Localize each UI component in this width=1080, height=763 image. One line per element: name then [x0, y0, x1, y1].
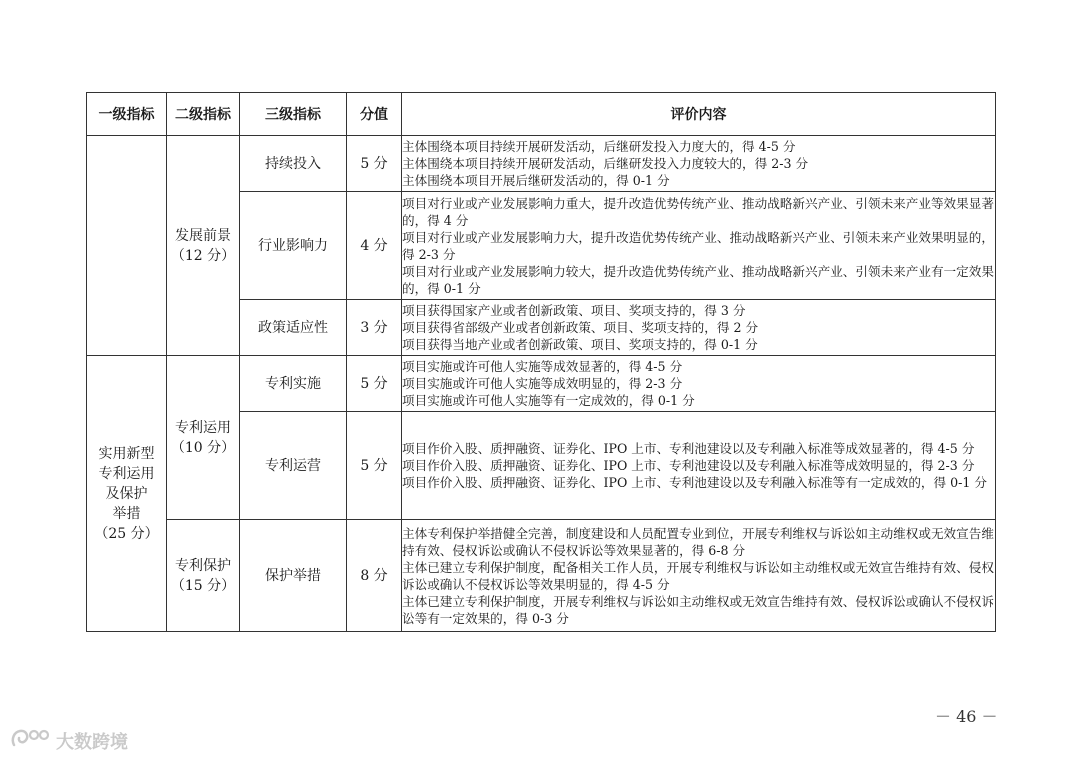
table-row [87, 356, 996, 412]
content-line: 项目实施或许可他人实施等有一定成效的，得 0-1 分 [402, 393, 695, 408]
content-cell [402, 412, 996, 520]
content-cell [402, 520, 996, 632]
level1-name-line: 举措 [112, 505, 141, 522]
content-line: 主体围绕本项目开展后继研发活动的，得 0-1 分 [402, 173, 670, 188]
content-line: 项目作价入股、质押融资、证券化、IPO 上市、专利池建设以及专利融入标准等有一定成效的，得 0-1 分 [402, 475, 988, 490]
content-line: 主体围绕本项目持续开展研发活动，后继研发投入力度大的，得 4-5 分 [402, 139, 796, 154]
level2-name: 发展前景 [175, 227, 231, 244]
score-cell: 4 分 [347, 192, 402, 300]
level2-name: 专利保护 [175, 557, 231, 574]
watermark-text: 大数跨境 [56, 732, 128, 753]
level2-score: （15 分） [170, 577, 236, 594]
content-line: 项目对行业或产业发展影响力大，提升改造优势传统产业、推动战略新兴产业、引领未来产业效果明显的，得 2-3 分 [402, 229, 994, 262]
header-level1: 一级指标 [87, 93, 167, 136]
evaluation-table [86, 92, 996, 632]
level3-name: 专利运营 [240, 412, 347, 520]
level3-name: 政策适应性 [240, 300, 347, 356]
content-line: 项目获得省部级产业或者创新政策、项目、奖项支持的，得 2 分 [402, 320, 759, 335]
level2-name: 专利运用 [175, 419, 231, 436]
header-score: 分值 [347, 93, 402, 136]
content-cell [402, 192, 996, 300]
level1-name-line: 及保护 [105, 485, 148, 502]
header-level2: 二级指标 [167, 93, 240, 136]
watermark [10, 726, 128, 756]
level1-cell [87, 356, 167, 632]
score-cell: 8 分 [347, 520, 402, 632]
content-line: 项目对行业或产业发展影响力重大，提升改造优势传统产业、推动战略新兴产业、引领未来产业等效果显著的，得 4 分 [402, 195, 994, 228]
content-line: 项目作价入股、质押融资、证券化、IPO 上市、专利池建设以及专利融入标准等成效显著的，得 4-5 分 [402, 441, 975, 456]
table-row [87, 136, 996, 192]
content-line: 项目作价入股、质押融资、证券化、IPO 上市、专利池建设以及专利融入标准等成效明显的，得 2-3 分 [402, 458, 975, 473]
level2-score: （12 分） [170, 247, 236, 264]
content-line: 主体已建立专利保护制度，配备相关工作人员，开展专利维权与诉讼如主动维权或无效宣告维持有效、侵权诉讼或确认不侵权诉讼等效果明显的，得 4-5 分 [402, 559, 994, 592]
level2-cell [167, 356, 240, 520]
content-line: 项目获得当地产业或者创新政策、项目、奖项支持的，得 0-1 分 [402, 337, 758, 352]
table-row [87, 520, 996, 632]
score-cell: 3 分 [347, 300, 402, 356]
content-line: 项目对行业或产业发展影响力较大，提升改造优势传统产业、推动战略新兴产业、引领未来产业有一定效果的，得 0-1 分 [402, 263, 994, 296]
level1-name-line: 专利运用 [98, 465, 155, 482]
content-cell [402, 136, 996, 192]
table-header-row [87, 93, 996, 136]
brand-logo-icon [10, 727, 56, 756]
content-line: 主体专利保护举措健全完善，制度建设和人员配置专业到位，开展专利维权与诉讼如主动维权或无效宣告维持有效、侵权诉讼或确认不侵权诉讼等效果显著的，得 6-8 分 [402, 525, 994, 558]
level3-name: 专利实施 [240, 356, 347, 412]
content-cell [402, 356, 996, 412]
level3-name: 行业影响力 [240, 192, 347, 300]
content-line: 项目实施或许可他人实施等成效显著的，得 4-5 分 [402, 359, 683, 374]
header-content: 评价内容 [402, 93, 996, 136]
score-cell: 5 分 [347, 136, 402, 192]
page-number: － 46 － [935, 707, 998, 726]
content-line: 主体围绕本项目持续开展研发活动，后继研发投入力度较大的，得 2-3 分 [402, 156, 809, 171]
level2-cell [167, 520, 240, 632]
level3-name: 持续投入 [240, 136, 347, 192]
score-cell: 5 分 [347, 356, 402, 412]
content-line: 项目获得国家产业或者创新政策、项目、奖项支持的，得 3 分 [402, 303, 746, 318]
content-line: 主体已建立专利保护制度，开展专利维权与诉讼如主动维权或无效宣告维持有效、侵权诉讼或确认不侵权诉讼等有一定效果的，得 0-3 分 [402, 593, 994, 626]
level2-score: （10 分） [170, 439, 236, 456]
content-line: 项目实施或许可他人实施等成效明显的，得 2-3 分 [402, 376, 683, 391]
header-level3: 三级指标 [240, 93, 347, 136]
level1-name-line: 实用新型 [98, 445, 155, 462]
level1-score: （25 分） [94, 525, 159, 542]
level2-cell [167, 136, 240, 356]
content-cell [402, 300, 996, 356]
level3-name: 保护举措 [240, 520, 347, 632]
score-cell: 5 分 [347, 412, 402, 520]
level1-cell-empty [87, 136, 167, 356]
